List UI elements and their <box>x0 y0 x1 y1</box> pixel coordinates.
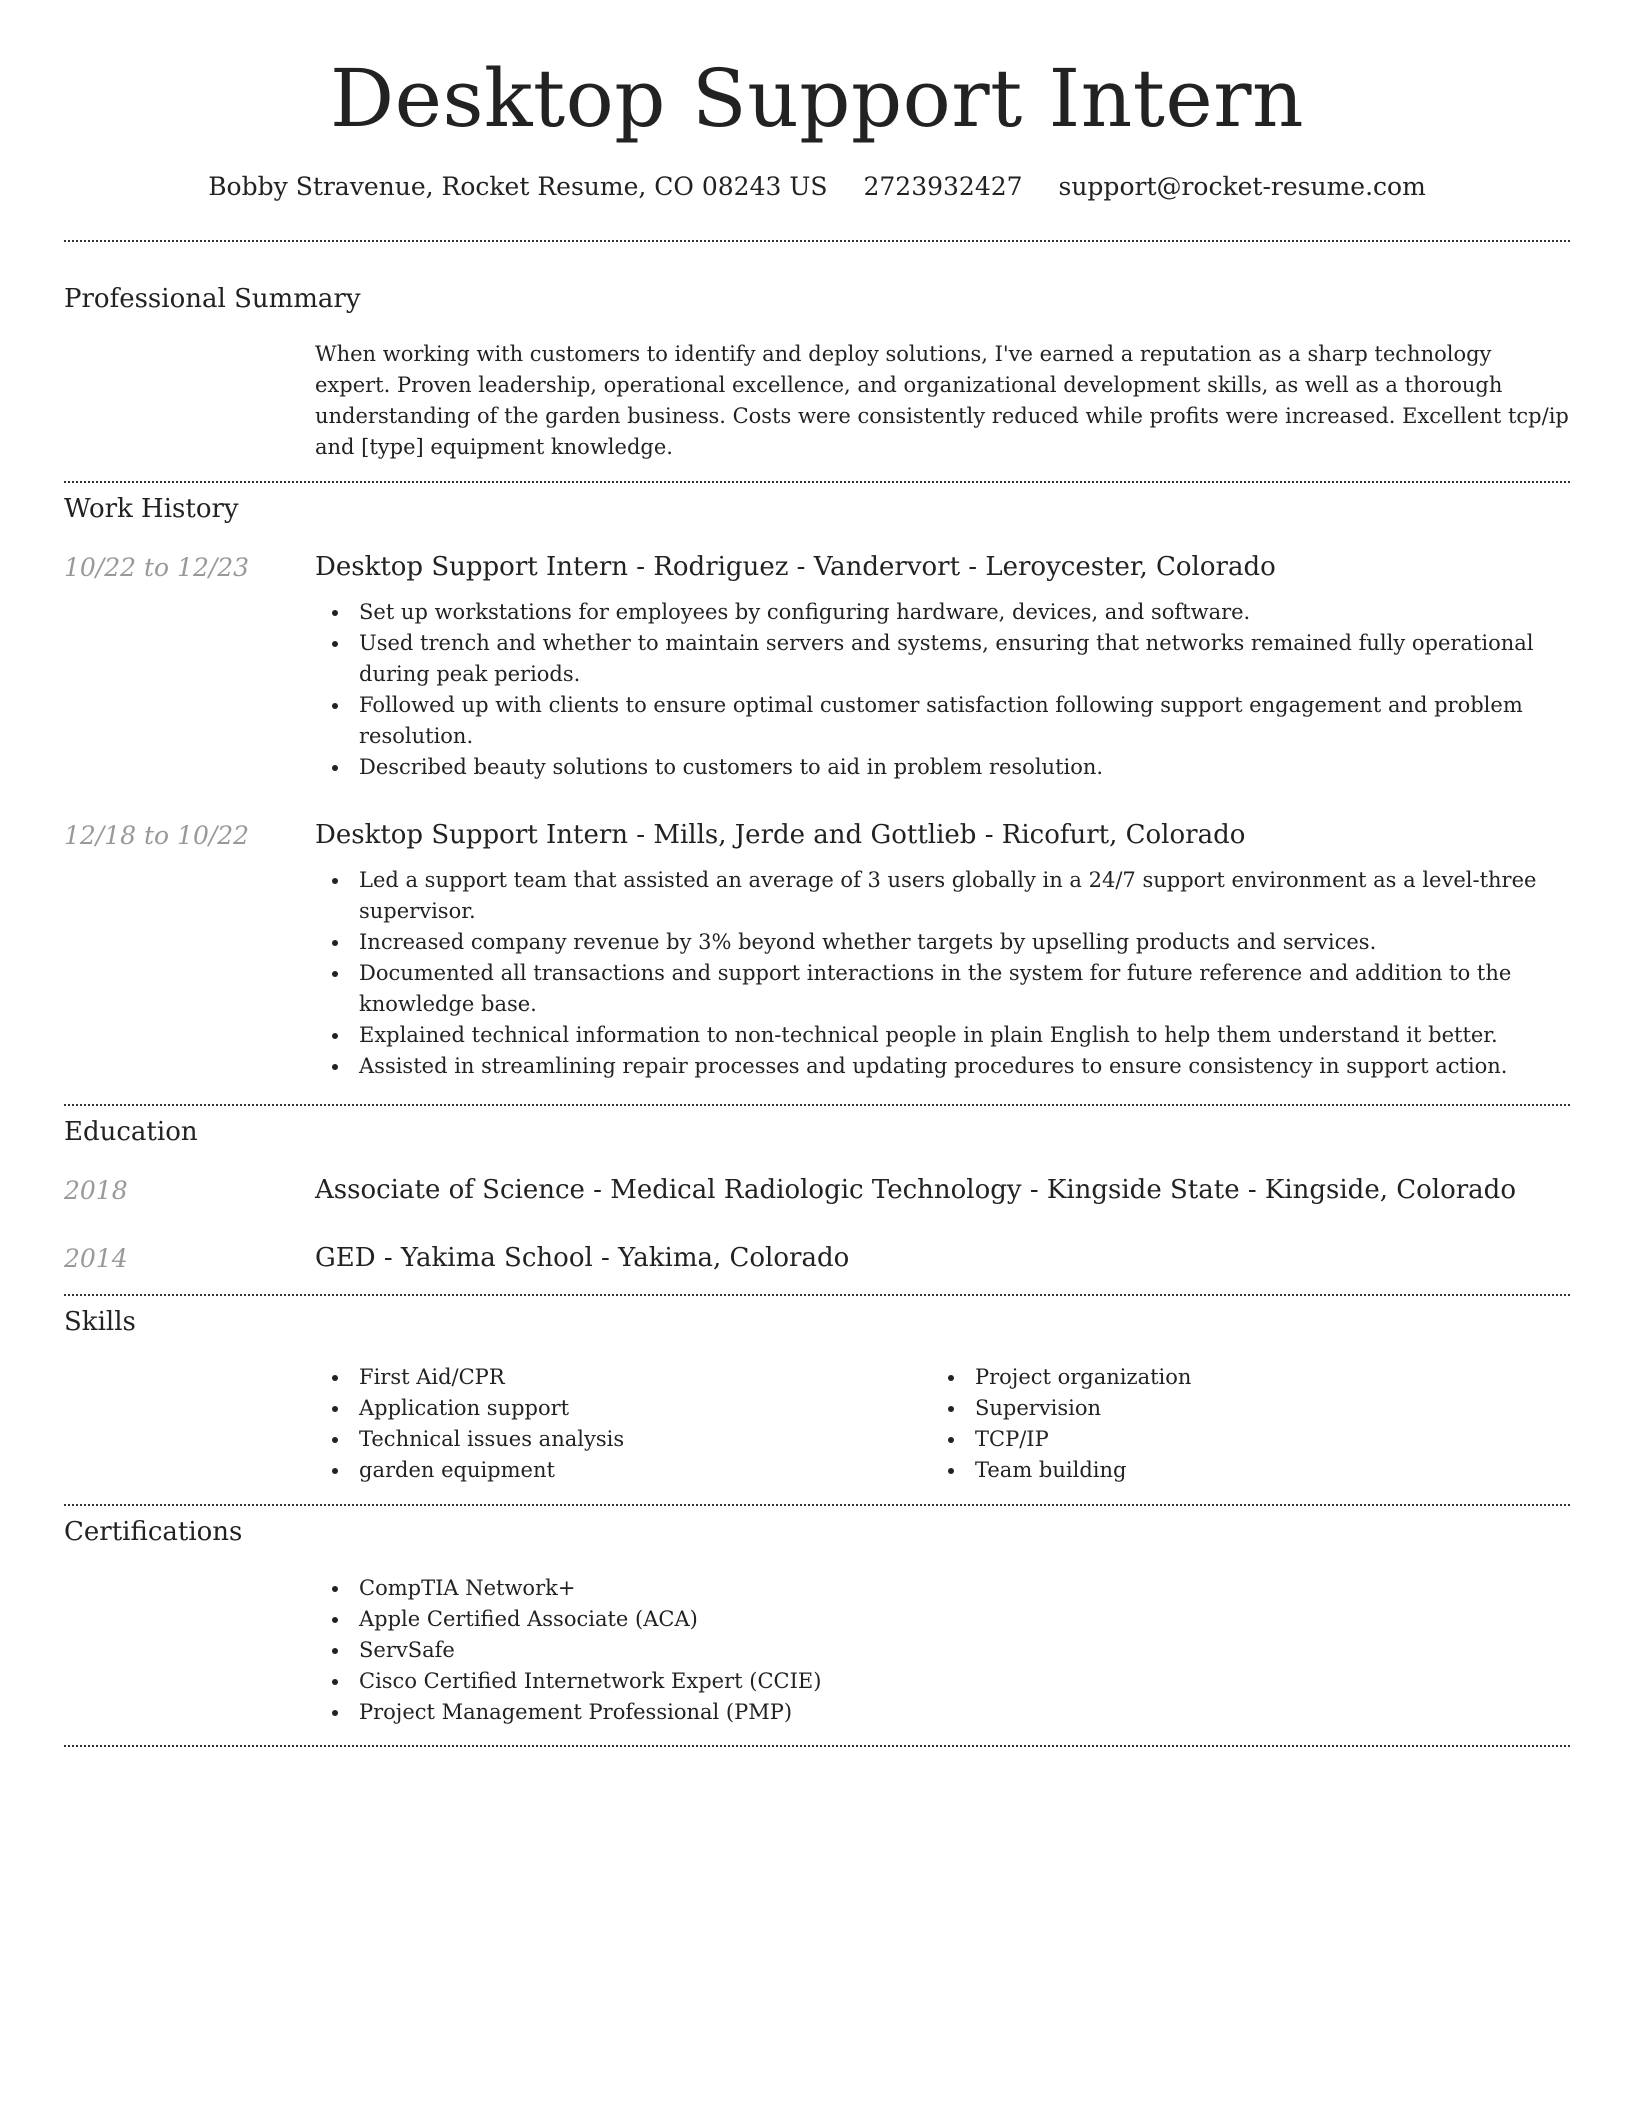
job-bullets <box>315 865 1570 1082</box>
job-dates: 12/18 to 10/22 <box>64 821 250 850</box>
skills-list-right <box>931 1362 1531 1486</box>
section-title-work: Work History <box>64 494 239 524</box>
list-item: garden equipment <box>315 1455 915 1486</box>
section-title-certifications: Certifications <box>64 1517 243 1547</box>
list-item: First Aid/CPR <box>315 1362 915 1393</box>
job-dates: 10/22 to 12/23 <box>64 553 250 582</box>
list-item: Documented all transactions and support interactions in the system for future reference and addition to the knowledge base. <box>315 958 1570 1020</box>
job-entry <box>315 820 1570 1082</box>
divider <box>64 240 1570 242</box>
list-item: Increased company revenue by 3% beyond whether targets by upselling products and services. <box>315 927 1570 958</box>
job-title: Desktop Support Intern - Mills, Jerde and Gottlieb - Ricofurt, Colorado <box>315 820 1246 850</box>
section-title-education: Education <box>64 1117 198 1147</box>
divider <box>64 1104 1570 1106</box>
list-item: Team building <box>931 1455 1531 1486</box>
job-title: Desktop Support Intern - Rodriguez - Vandervort - Leroycester, Colorado <box>315 552 1276 582</box>
contact-phone: 2723932427 <box>863 172 1023 201</box>
list-item: Project Management Professional (PMP) <box>315 1697 1570 1728</box>
list-item: Application support <box>315 1393 915 1424</box>
list-item: Assisted in streamlining repair processes and updating procedures to ensure consistency in support action. <box>315 1051 1570 1082</box>
list-item: CompTIA Network+ <box>315 1573 1570 1604</box>
job-entry <box>315 552 1570 783</box>
divider <box>64 1294 1570 1296</box>
list-item: Used trench and whether to maintain servers and systems, ensuring that networks remained fully operational during peak periods. <box>315 628 1570 690</box>
contact-email[interactable]: support@rocket-resume.com <box>1058 172 1426 201</box>
list-item: Project organization <box>931 1362 1531 1393</box>
list-item: Technical issues analysis <box>315 1424 915 1455</box>
list-item: Described beauty solutions to customers to aid in problem resolution. <box>315 752 1570 783</box>
certifications-list <box>315 1573 1570 1728</box>
summary-text: When working with customers to identify and deploy solutions, I've earned a reputation as a sharp technology expert. Proven leadership, operational excellence, and organizational development skills, as well as a thorough understanding of the garden business. Costs were consistently reduced while profits were increased. Excellent tcp/ip and [type] equipment knowledge. <box>315 342 1569 459</box>
list-item: ServSafe <box>315 1635 1570 1666</box>
education-year: 2014 <box>64 1244 128 1273</box>
divider <box>64 1745 1570 1747</box>
education-entry: GED - Yakima School - Yakima, Colorado <box>315 1243 850 1273</box>
education-entry: Associate of Science - Medical Radiologic Technology - Kingside State - Kingside, Colorado <box>315 1175 1516 1205</box>
candidate-name: Desktop Support Intern <box>329 52 1305 145</box>
section-title-skills: Skills <box>64 1307 136 1337</box>
contact-line <box>64 172 1570 201</box>
list-item: Led a support team that assisted an average of 3 users globally in a 24/7 support environment as a level-three supervisor. <box>315 865 1570 927</box>
divider <box>64 1504 1570 1506</box>
list-item: Followed up with clients to ensure optimal customer satisfaction following support engagement and problem resolution. <box>315 690 1570 752</box>
list-item: Set up workstations for employees by configuring hardware, devices, and software. <box>315 597 1570 628</box>
divider <box>64 481 1570 483</box>
contact-address: Bobby Stravenue, Rocket Resume, CO 08243 US <box>208 172 828 201</box>
job-bullets <box>315 597 1570 783</box>
section-title-summary: Professional Summary <box>64 284 361 314</box>
list-item: Apple Certified Associate (ACA) <box>315 1604 1570 1635</box>
list-item: Explained technical information to non-technical people in plain English to help them understand it better. <box>315 1020 1570 1051</box>
list-item: Supervision <box>931 1393 1531 1424</box>
list-item: Cisco Certified Internetwork Expert (CCIE) <box>315 1666 1570 1697</box>
list-item: TCP/IP <box>931 1424 1531 1455</box>
skills-list-left <box>315 1362 915 1486</box>
education-year: 2018 <box>64 1176 128 1205</box>
